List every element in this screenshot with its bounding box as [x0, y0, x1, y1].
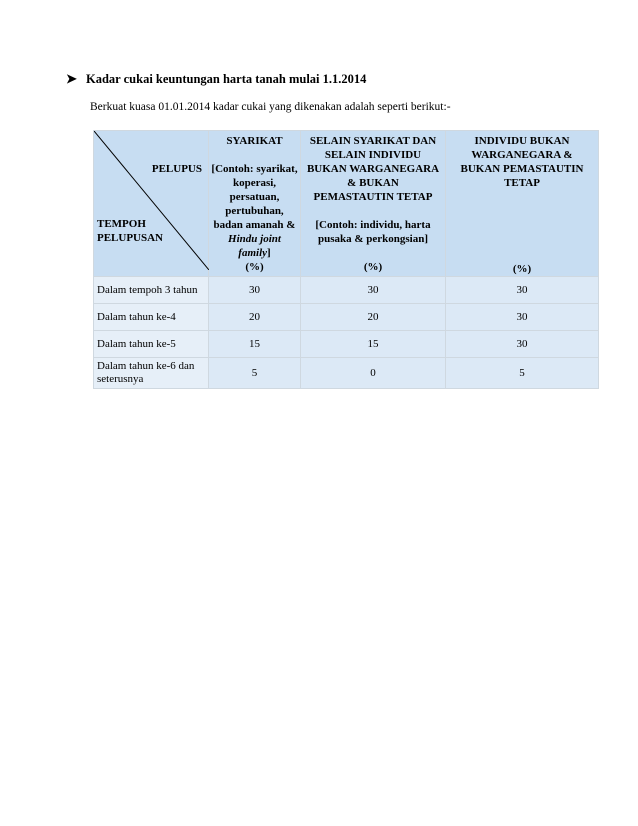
table-row	[94, 331, 599, 358]
heading-text: Kadar cukai keuntungan harta tanah mulai 1.1.2014	[86, 71, 367, 86]
table-row	[94, 304, 599, 331]
rate-cell: 20	[301, 304, 446, 331]
row-label: Dalam tahun ke-6 dan seterusnya	[94, 358, 209, 389]
rate-cell: 30	[301, 277, 446, 304]
corner-label-tempoh: TEMPOH PELUPUSAN	[97, 218, 164, 244]
row-label: Dalam tahun ke-4	[94, 304, 209, 331]
table-row	[94, 358, 599, 389]
column-header-selain-syarikat: SELAIN SYARIKAT DAN SELAIN INDIVIDU BUKAN WARGANEGARA & BUKAN PEMASTAUTIN TETAP [Contoh: individu, harta pusaka & perkongsian] (%)	[301, 131, 446, 277]
rate-cell: 30	[446, 331, 599, 358]
table-corner-header	[94, 131, 209, 277]
rate-cell: 0	[301, 358, 446, 389]
section-heading	[66, 71, 366, 87]
rate-cell: 5	[209, 358, 301, 389]
rate-cell: 20	[209, 304, 301, 331]
corner-label-pelupus: PELUPUS	[151, 163, 202, 175]
rate-cell: 15	[301, 331, 446, 358]
rate-cell: 30	[446, 277, 599, 304]
arrow-bullet-icon: ➤	[66, 71, 77, 86]
column-header-syarikat: SYARIKAT [Contoh: syarikat, koperasi, persatuan, pertubuhan, badan amanah & Hindu joint family] (%)	[209, 131, 301, 277]
intro-paragraph: Berkuat kuasa 01.01.2014 kadar cukai yang dikenakan adalah seperti berikut:-	[90, 101, 451, 113]
rate-cell: 30	[209, 277, 301, 304]
column-header-individu: INDIVIDU BUKAN WARGANEGARA & BUKAN PEMASTAUTIN TETAP (%)	[446, 131, 599, 277]
diagonal-divider	[94, 131, 209, 270]
row-label: Dalam tahun ke-5	[94, 331, 209, 358]
rate-cell: 30	[446, 304, 599, 331]
tax-rate-table	[93, 130, 599, 389]
table-row	[94, 277, 599, 304]
rate-cell: 5	[446, 358, 599, 389]
rate-cell: 15	[209, 331, 301, 358]
row-label: Dalam tempoh 3 tahun	[94, 277, 209, 304]
